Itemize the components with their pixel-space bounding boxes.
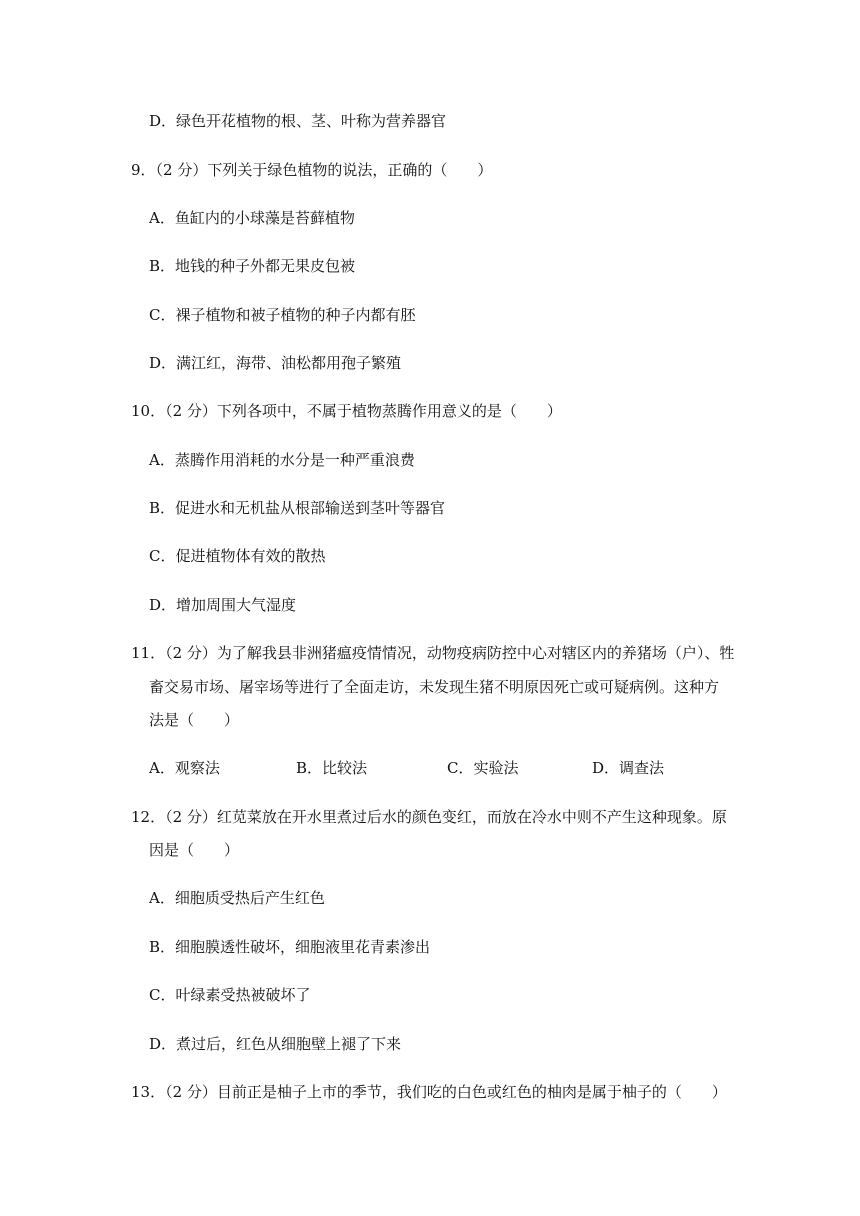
q12-option-a: A．细胞质受热后产生红色 <box>149 889 325 907</box>
q12-option-d: D．煮过后，红色从细胞壁上褪了下来 <box>149 1035 402 1053</box>
q11-option-a: A．观察法 <box>149 759 220 777</box>
q11-stem-line-2: 畜交易市场、屠宰场等进行了全面走访，未发现生猪不明原因死亡或可疑病例。这种方 <box>149 678 720 696</box>
q8-option-d: D．绿色开花植物的根、茎、叶称为营养器官 <box>149 112 447 130</box>
q9-option-c: C．裸子植物和被子植物的种子内都有胚 <box>149 306 416 324</box>
q10-stem: 10．（2 分）下列各项中，不属于植物蒸腾作用意义的是（ ） <box>131 402 562 420</box>
q10-option-b: B．促进水和无机盐从根部输送到茎叶等器官 <box>149 499 446 517</box>
q12-stem-line-2: 因是（ ） <box>149 841 240 859</box>
q9-option-b: B．地钱的种子外都无果皮包被 <box>149 257 356 275</box>
q9-option-a: A．鱼缸内的小球藻是苔藓植物 <box>149 209 355 227</box>
q11-options-row <box>149 758 709 778</box>
q13-stem: 13．（2 分）目前正是柚子上市的季节，我们吃的白色或红色的柚肉是属于柚子的（ ） <box>131 1083 727 1101</box>
q9-option-d: D．满江红，海带、油松都用孢子繁殖 <box>149 354 402 372</box>
q10-option-c: C．促进植物体有效的散热 <box>149 547 326 565</box>
q12-stem-line-1: 12．（2 分）红苋菜放在开水里煮过后水的颜色变红，而放在冷水中则不产生这种现象。原 <box>131 808 727 826</box>
q12-option-c: C．叶绿素受热被破坏了 <box>149 986 311 1004</box>
q9-stem: 9．（2 分）下列关于绿色植物的说法，正确的（ ） <box>131 161 493 179</box>
q11-stem-line-1: 11．（2 分）为了解我县非洲猪瘟疫情情况，动物疫病防控中心对辖区内的养猪场（户）、牲 <box>131 644 735 662</box>
q10-option-a: A．蒸腾作用消耗的水分是一种严重浪费 <box>149 451 415 469</box>
q10-option-d: D．增加周围大气湿度 <box>149 596 297 614</box>
q11-stem-line-3: 法是（ ） <box>149 711 240 729</box>
q11-option-d: D．调查法 <box>592 759 665 777</box>
q11-option-c: C．实验法 <box>447 759 519 777</box>
q11-option-b: B．比较法 <box>296 759 368 777</box>
q12-option-b: B．细胞膜透性破坏，细胞液里花青素渗出 <box>149 938 431 956</box>
